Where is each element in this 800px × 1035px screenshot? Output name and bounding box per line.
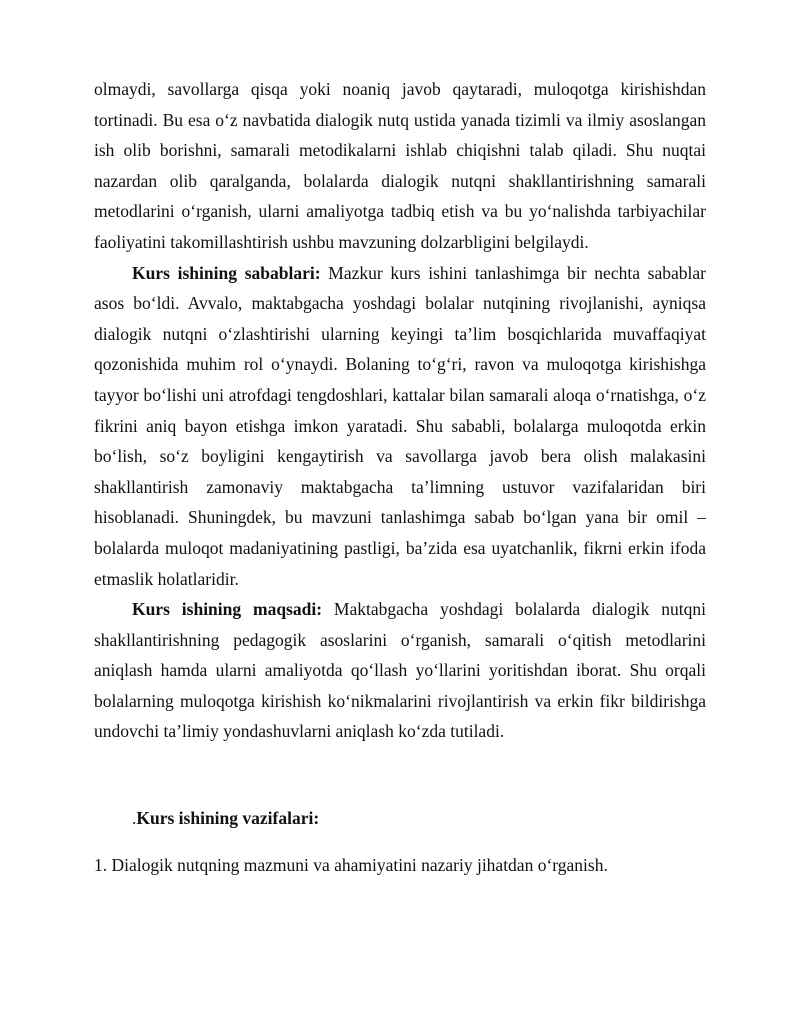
tasks-heading [94,803,706,834]
tasks-heading-prefix: . [132,808,137,829]
goal-paragraph [94,594,706,747]
reasons-text: Mazkur kurs ishini tanlashimga bir nechta sabablar asos bo‘ldi. Avvalo, maktabgacha yoshdagi bolalar nutqining rivojlanishi, ayniqsa dialogik nutqni o‘zlashtirishi ularning keyingi ta’lim bosqichlarida muvaffaqiyat qozonishida muhim rol o‘ynaydi. Bolaning to‘g‘ri, ravon va muloqotga kirishishga tayyor bo‘lishi uni atrofdagi tengdoshlari, kattalar bilan samarali aloqa o‘rnatishga, o‘z fikrini aniq bayon etishga imkon yaratadi. Shu sababli, bolalarga muloqotda erkin bo‘lish, so‘z boyligini kengaytirish va savollarga javob bera olish malakasini shakllantirish zamonaviy maktabgacha ta’limning ustuvor vazifalaridan biri hisoblanadi. Shuningdek, bu mavzuni tanlashimga sabab bo‘lgan yana bir omil – bolalarda muloqot madaniyatining pastligi, ba’zida esa uyatchanlik, fikrni erkin ifoda etmaslik holatlaridir. [94,262,706,589]
goal-heading: Kurs ishining maqsadi: [132,599,323,620]
goal-text: Maktabgacha yoshdagi bolalarda dialogik nutqni shakllantirishning pedagogik asoslarini o‘rganish, samarali o‘qitish metodlarini aniqlash hamda ularni amaliyotda qo‘llash yo‘llarini yoritishdan iborat. Shu orqali bolalarning muloqotga kirishish ko‘nikmalarini rivojlantirish va erkin fikr bildirishga undovchi ta’limiy yondashuvlarni aniqlash ko‘zda tutiladi. [94,599,706,742]
page-content [94,74,706,880]
reasons-paragraph [94,258,706,595]
paragraph-continuation: olmaydi, savollarga qisqa yoki noaniq javob qaytaradi, muloqotga kirishishdan tortinadi. Bu esa o‘z navbatida dialogik nutq ustida yanada tizimli va ilmiy asoslangan ish olib borishni, samarali metodikalarni ishlab chiqishni talab qiladi. Shu nuqtai nazardan olib qaralganda, bolalarda dialogik nutqni shakllantirishning samarali metodlarini o‘rganish, ularni amaliyotga tadbiq etish va bu yo‘nalishda tarbiyachilar faoliyatini takomillashtirish ushbu mavzuning dolzarbligini belgilaydi. [94,79,706,252]
tasks-heading-text: Kurs ishining vazifalari: [136,808,320,829]
list-item: 1. Dialogik nutqning mazmuni va ahamiyatini nazariy jihatdan o‘rganish. [94,854,608,875]
reasons-heading: Kurs ishining sabablari: [132,262,321,283]
